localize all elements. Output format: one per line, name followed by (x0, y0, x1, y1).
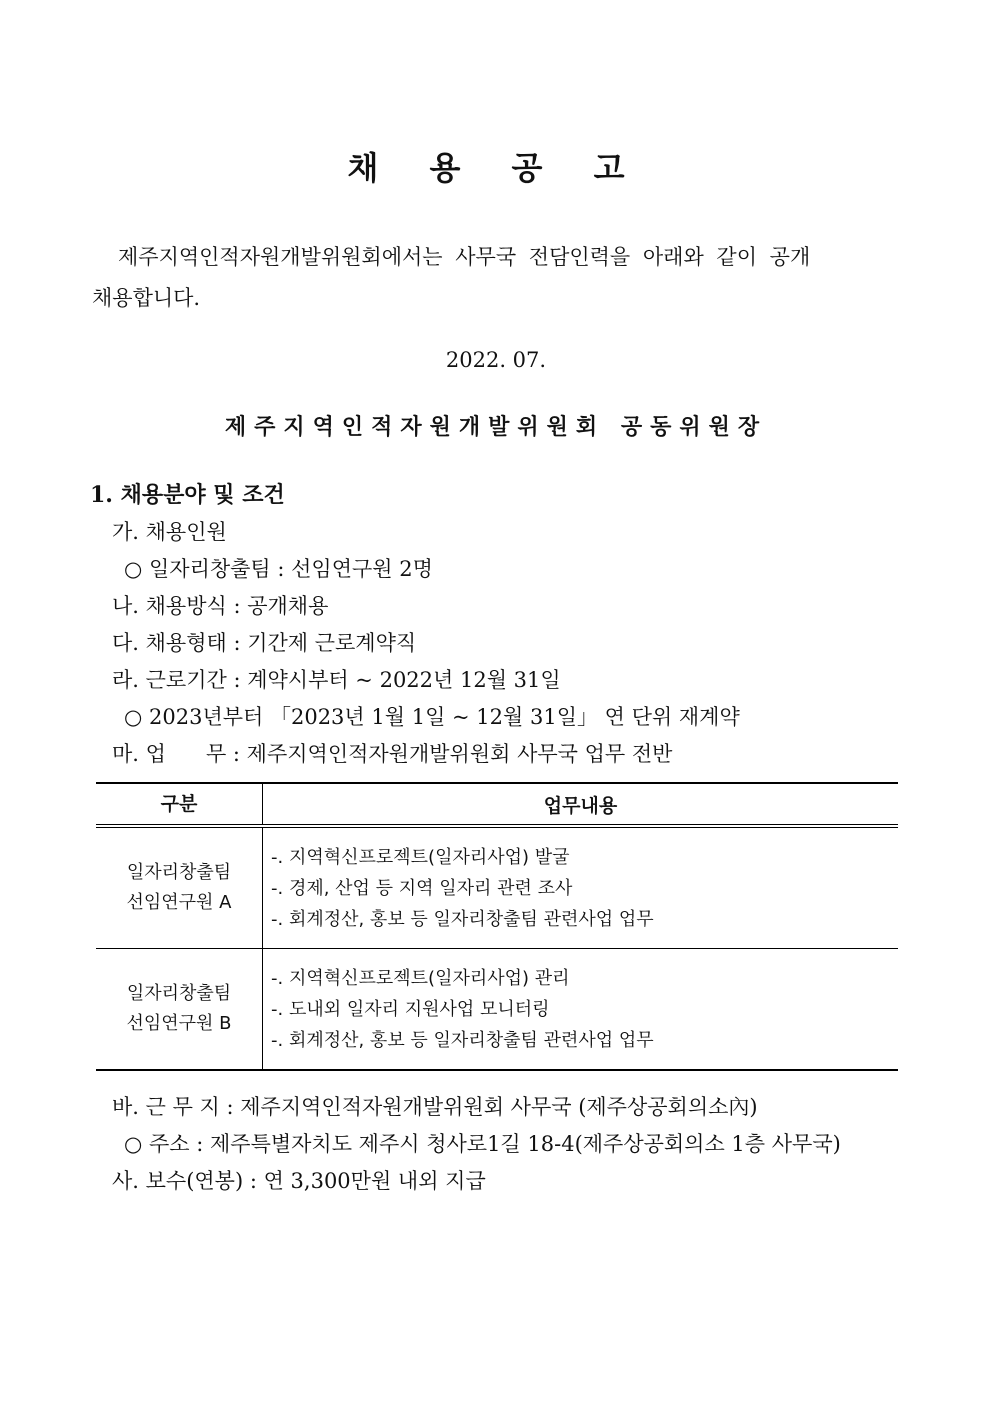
header-category: 구분 (96, 783, 263, 826)
intro-text-line1: 제주지역인적자원개발위원회에서는 사무국 전담인력을 아래와 같이 공개 (118, 245, 811, 269)
row-duties (263, 826, 899, 949)
item-duties: 마. 업 무 : 제주지역인적자원개발위원회 사무국 업무 전반 (112, 742, 673, 766)
duty-item: -. 경제, 산업 등 지역 일자리 관련 조사 (271, 877, 573, 899)
category-position: 선임연구원 A (126, 892, 232, 913)
item-recruitment-detail: ○ 일자리창출팀 : 선임연구원 2명 (124, 557, 433, 581)
item-renewal-detail: ○ 2023년부터 「2023년 1월 1일 ~ 12월 31일」 연 단위 재계약 (124, 705, 740, 729)
item-recruitment-count: 가. 채용인원 (112, 520, 227, 544)
duty-item: -. 지역혁신프로젝트(일자리사업) 관리 (271, 967, 570, 989)
item-work-location: 바. 근 무 지 : 제주지역인적자원개발위원회 사무국 (제주상공회의소內) (112, 1095, 758, 1119)
header-duties: 업무내용 (263, 783, 899, 826)
row-category (96, 826, 263, 949)
duty-item: -. 지역혁신프로젝트(일자리사업) 발굴 (271, 846, 570, 868)
item-employment-type: 다. 채용형태 : 기간제 근로계약직 (112, 631, 417, 655)
announcement-date: 2022. 07. (445, 348, 547, 372)
item-address: ○ 주소 : 제주특별자치도 제주시 청사로1길 18-4(제주상공회의소 1층 사무국) (124, 1132, 841, 1156)
duty-table (96, 782, 898, 1071)
category-position: 선임연구원 B (126, 1013, 232, 1034)
item-recruitment-method: 나. 채용방식 : 공개채용 (112, 594, 329, 618)
issuing-organization: 제주지역인적자원개발위원회 공동위원장 (224, 414, 768, 440)
row-duties (263, 949, 899, 1071)
item-salary: 사. 보수(연봉) : 연 3,300만원 내외 지급 (112, 1169, 486, 1193)
table-row (96, 826, 898, 949)
duty-item: -. 도내외 일자리 지원사업 모니터링 (271, 998, 550, 1020)
category-team: 일자리창출팀 (126, 862, 232, 883)
table-row (96, 949, 898, 1071)
item-work-period: 라. 근로기간 : 계약시부터 ~ 2022년 12월 31일 (112, 668, 561, 692)
row-category (96, 949, 263, 1071)
duty-item: -. 회계정산, 홍보 등 일자리창출팀 관련사업 업무 (271, 908, 654, 930)
intro-text-line2: 채용합니다. (92, 286, 201, 310)
document-title: 채 용 공 고 (347, 149, 645, 187)
section-heading: 1. 채용분야 및 조건 (90, 482, 285, 508)
category-team: 일자리창출팀 (126, 983, 232, 1004)
duty-item: -. 회계정산, 홍보 등 일자리창출팀 관련사업 업무 (271, 1029, 654, 1051)
table-header-row (96, 783, 898, 826)
